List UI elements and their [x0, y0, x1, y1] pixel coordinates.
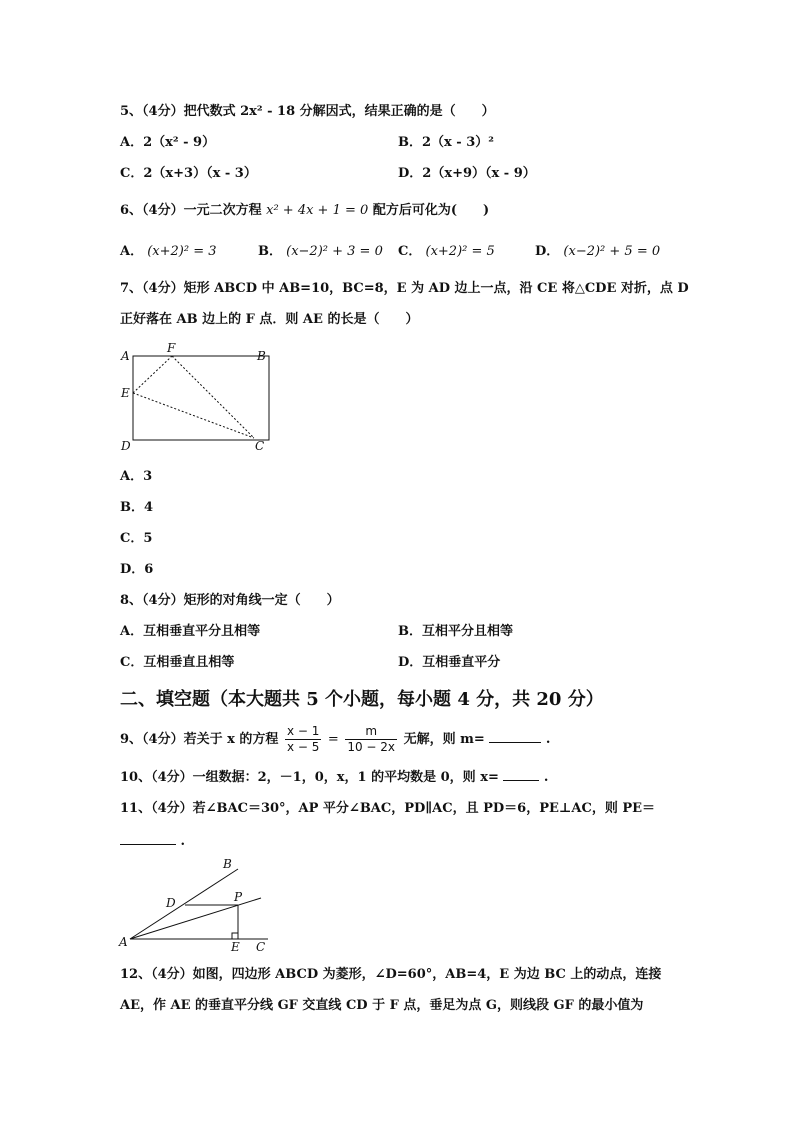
- q9-fraction-left: [285, 724, 321, 755]
- q11-label-b: B: [223, 857, 232, 871]
- q9-frac1-denominator: x − 5: [286, 740, 320, 754]
- q8-option-b: B．互相平分且相等: [398, 624, 513, 639]
- q6-stem: [120, 202, 489, 220]
- q6-stem-prefix: 6、（4分）一元二次方程: [120, 203, 262, 218]
- q9-prefix: 9、（4分）若关于 x 的方程: [120, 732, 279, 747]
- q6-option-c-expr: (x+2)² = 5: [425, 244, 495, 259]
- q8-stem: 8、（4分）矩形的对角线一定（ ）: [120, 593, 340, 608]
- q11-label-c: C: [256, 940, 266, 951]
- q7-rectangle-figure: [115, 342, 295, 452]
- q9-equals: =: [327, 732, 339, 747]
- q9-answer-blank[interactable]: [489, 730, 541, 743]
- q9-fraction-right: [345, 724, 397, 755]
- q12-stem-line1: 12、（4分）如图，四边形 ABCD 为菱形，∠D=60°，AB=4，E 为边 BC 上的动点，连接: [120, 967, 662, 982]
- q6-option-a-letter: A．: [120, 244, 144, 259]
- q7-stem-line1: 7、（4分）矩形 ABCD 中 AB=10，BC=8，E 为 AD 边上一点，沿 CE 将△CDE 对折，点 D: [120, 281, 689, 296]
- q6-option-b: [258, 243, 383, 261]
- q5-option-a: A．2（x² - 9）: [120, 135, 216, 150]
- q11-angle-figure: [116, 856, 276, 951]
- q9-suffix: 无解，则 m=: [403, 732, 485, 747]
- q7-segment-ec: [133, 393, 254, 438]
- q6-stem-suffix: 配方后可化为( ): [372, 203, 490, 218]
- q6-option-a: [120, 243, 217, 261]
- q7-segment-ef: [133, 356, 172, 393]
- q7-option-d: D．6: [120, 562, 154, 577]
- q9-end: .: [545, 732, 551, 747]
- q6-option-c: [398, 243, 495, 261]
- q6-equation: x² + 4x + 1 = 0: [266, 203, 369, 218]
- q7-rectangle-abcd: [133, 356, 269, 440]
- q7-option-b: B．4: [120, 500, 154, 515]
- q11-stem-line1: 11、（4分）若∠BAC＝30°，AP 平分∠BAC，PD∥AC，且 PD＝6，PE⊥AC，则 PE＝: [120, 801, 656, 816]
- q6-option-d-letter: D．: [535, 244, 560, 259]
- q11-label-a: A: [119, 935, 128, 949]
- q5-option-b: B．2（x - 3）²: [398, 135, 494, 150]
- q6-option-a-expr: (x+2)² = 3: [147, 244, 217, 259]
- q5-stem: 5、（4分）把代数式 2x² - 18 分解因式，结果正确的是（ ）: [120, 104, 495, 119]
- q7-label-f: F: [167, 342, 176, 355]
- q10-end: .: [543, 770, 549, 785]
- q11-stem-line2: [120, 832, 185, 851]
- q7-option-c: C．5: [120, 531, 153, 546]
- q6-option-b-expr: (x−2)² + 3 = 0: [286, 244, 383, 259]
- q9-stem: [120, 722, 550, 758]
- q9-frac2-numerator: m: [345, 724, 397, 740]
- q8-option-d: D．互相垂直平分: [398, 655, 501, 670]
- q6-option-b-letter: B．: [258, 244, 282, 259]
- q8-option-c: C．互相垂直且相等: [120, 655, 235, 670]
- q12-stem-line2: AE，作 AE 的垂直平分线 GF 交直线 CD 于 F 点，垂足为点 G，则线段 GF 的最小值为: [120, 998, 644, 1013]
- q7-segment-fc: [172, 356, 254, 438]
- q11-end: .: [180, 834, 186, 849]
- section2-title: 二、填空题（本大题共 5 个小题，每小题 4 分，共 20 分）: [120, 689, 604, 710]
- q9-frac2-denominator: 10 − 2x: [347, 740, 396, 754]
- q6-option-d: [535, 243, 660, 261]
- q7-label-c: C: [255, 439, 265, 452]
- q11-label-d: D: [166, 896, 176, 910]
- q10-prefix: 10、（4分）一组数据：2，－1，0，x，1 的平均数是 0，则 x=: [120, 770, 499, 785]
- q11-ray-ap: [130, 898, 261, 939]
- q7-stem-line2: 正好落在 AB 边上的 F 点．则 AE 的长是（ ）: [120, 312, 419, 327]
- q5-option-c: C．2（x+3）（x - 3）: [120, 166, 257, 181]
- q11-right-angle-mark: [232, 933, 238, 939]
- q11-answer-blank[interactable]: [120, 832, 176, 845]
- q5-option-d: D．2（x+9）（x - 9）: [398, 166, 536, 181]
- q11-ray-ab: [130, 869, 238, 939]
- q10-answer-blank[interactable]: [503, 768, 539, 781]
- q7-label-b: B: [257, 349, 266, 363]
- q7-option-a: A．3: [120, 469, 153, 484]
- q10-stem: [120, 768, 548, 787]
- q7-label-e: E: [121, 386, 130, 400]
- q7-label-a: A: [121, 349, 130, 363]
- q9-frac1-numerator: x − 1: [286, 724, 320, 738]
- q11-label-e: E: [231, 940, 240, 951]
- q6-option-d-expr: (x−2)² + 5 = 0: [563, 244, 661, 259]
- q7-label-d: D: [121, 439, 131, 452]
- q6-option-c-letter: C．: [398, 244, 422, 259]
- q8-option-a: A．互相垂直平分且相等: [120, 624, 261, 639]
- q11-label-p: P: [234, 890, 243, 904]
